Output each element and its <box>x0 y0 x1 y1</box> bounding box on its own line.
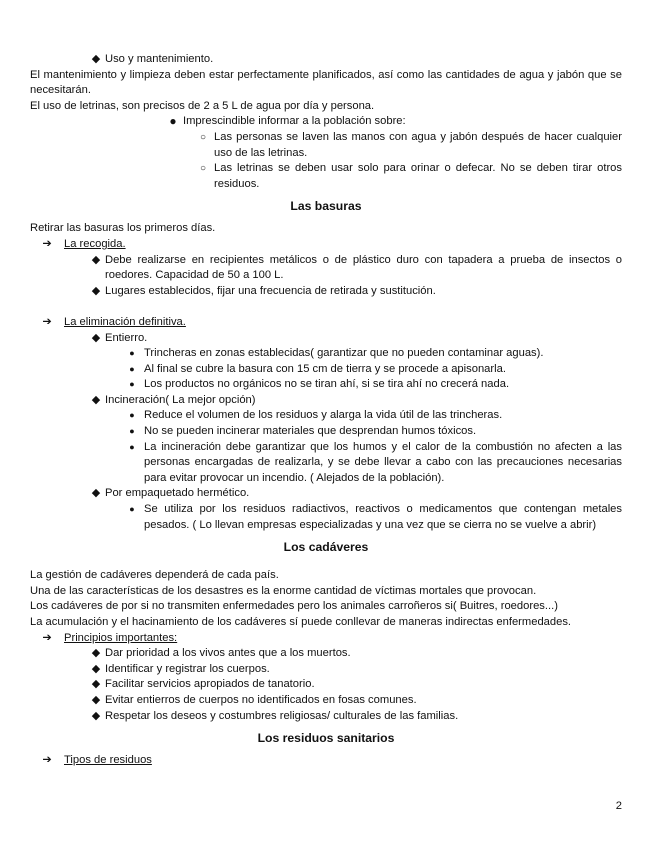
diamond-bullet-icon: ◆ <box>91 253 101 266</box>
paragraph: La gestión de cadáveres dependerá de cada país. <box>30 569 279 582</box>
diamond-bullet-icon: ◆ <box>91 678 101 691</box>
arrow-right-icon: ➔ <box>42 237 52 250</box>
bullet-item <box>30 486 622 502</box>
bullet-item <box>30 114 622 130</box>
sub-bullet-item <box>30 161 622 192</box>
paragraph: El uso de letrinas, son precisos de 2 a 5 L de agua por día y persona. <box>30 99 375 112</box>
arrow-item-principios <box>30 631 622 647</box>
round-bullet-icon: ● <box>129 441 135 452</box>
bullet-text: Identificar y registrar los cuerpos. <box>105 662 270 675</box>
bullet-item <box>30 393 622 409</box>
bullet-item <box>30 440 622 487</box>
bullet-text: Dar prioridad a los vivos antes que a los muertos. <box>105 647 351 660</box>
bullet-item <box>30 502 622 533</box>
diamond-bullet-icon: ◆ <box>91 331 101 344</box>
bullet-item <box>30 709 622 725</box>
subsection-label: La recogida. <box>64 237 126 250</box>
bullet-text: Trincheras en zonas establecidas( garantizar que no pueden contaminar aguas). <box>144 347 544 360</box>
bullet-text: Al final se cubre la basura con 15 cm de tierra y se procede a apisonarla. <box>144 362 506 375</box>
diamond-bullet-icon: ◆ <box>91 662 101 675</box>
paragraph: Retirar las basuras los primeros días. <box>30 222 216 235</box>
bullet-item <box>30 52 622 68</box>
round-bullet-icon: ● <box>169 114 177 129</box>
bullet-item <box>30 662 622 678</box>
paragraph: La acumulación y el hacinamiento de los cadáveres sí puede conllevar de maneras indirectas enfermedades. <box>30 616 572 628</box>
bullet-item <box>30 424 622 440</box>
bullet-text: Incineración( La mejor opción) <box>105 393 256 406</box>
round-bullet-icon: ● <box>129 504 135 515</box>
bullet-item <box>30 284 622 300</box>
bullet-text: Debe realizarse en recipientes metálicos o de plástico duro con tapadera a prueba de insectos o roedores. Capacidad de 50 a 100 L. <box>105 253 622 282</box>
bullet-text: Los productos no orgánicos no se tiran ahí, si se tira ahí no crecerá nada. <box>144 378 510 391</box>
diamond-bullet-icon: ◆ <box>91 53 101 65</box>
diamond-bullet-icon: ◆ <box>91 487 101 500</box>
bullet-text: Facilitar servicios apropiados de tanatorio. <box>105 678 315 691</box>
diamond-bullet-icon: ◆ <box>91 709 101 722</box>
bullet-item <box>30 377 622 393</box>
arrow-item-tipos <box>30 753 622 769</box>
paragraph: Los cadáveres de por si no transmiten enfermedades pero los animales carroñeros si( Buitres, roedores...) <box>30 600 558 613</box>
arrow-item-recogida <box>30 237 622 253</box>
bullet-text: No se pueden incinerar materiales que desprendan humos tóxicos. <box>144 425 477 438</box>
page-number: 2 <box>615 800 622 812</box>
bullet-item <box>30 253 622 284</box>
round-bullet-icon: ● <box>129 410 135 421</box>
section-heading-sanitarios: Los residuos sanitarios <box>257 731 395 746</box>
circle-bullet-icon: ○ <box>199 163 207 175</box>
arrow-right-icon: ➔ <box>42 315 52 328</box>
bullet-item <box>30 331 622 347</box>
bullet-item <box>30 346 622 362</box>
round-bullet-icon: ● <box>129 348 135 359</box>
diamond-bullet-icon: ◆ <box>91 284 101 297</box>
bullet-text: Uso y mantenimiento. <box>105 53 214 65</box>
bullet-text: Imprescindible informar a la población sobre: <box>183 115 406 128</box>
subsection-label: La eliminación definitiva. <box>64 315 186 328</box>
bullet-text: Entierro. <box>105 331 148 344</box>
round-bullet-icon: ● <box>129 379 135 390</box>
diamond-bullet-icon: ◆ <box>91 393 101 406</box>
bullet-text: Lugares establecidos, fijar una frecuencia de retirada y sustitución. <box>105 284 436 297</box>
section-heading-cadaveres: Los cadáveres <box>283 540 369 555</box>
bullet-item <box>30 693 622 709</box>
bullet-item <box>30 362 622 378</box>
bullet-text: Las letrinas se deben usar solo para orinar o defecar. No se deben tirar otros residuos. <box>214 162 622 190</box>
bullet-item <box>30 677 622 693</box>
bullet-text: Evitar entierros de cuerpos no identificados en fosas comunes. <box>105 693 417 706</box>
bullet-item <box>30 646 622 662</box>
arrow-right-icon: ➔ <box>42 631 52 644</box>
bullet-text: Por empaquetado hermético. <box>105 487 250 500</box>
bullet-text: Las personas se laven las manos con agua y jabón después de hacer cualquier uso de las letrinas. <box>214 130 622 159</box>
diamond-bullet-icon: ◆ <box>91 693 101 706</box>
document-page <box>30 52 622 769</box>
bullet-item <box>30 408 622 424</box>
paragraph: Una de las características de los desastres es la enorme cantidad de víctimas mortales que provocan. <box>30 584 537 597</box>
subsection-label: Tipos de residuos <box>64 754 152 767</box>
bullet-text: Respetar los deseos y costumbres religiosas/ culturales de las familias. <box>105 709 459 722</box>
round-bullet-icon: ● <box>129 426 135 437</box>
round-bullet-icon: ● <box>129 363 135 374</box>
arrow-right-icon: ➔ <box>42 754 52 767</box>
bullet-text: La incineración debe garantizar que los humos y el calor de la combustión no afecten a las personas encargadas de realizarla, y se debe llevar a cabo con las precauciones necesarias para evitar provocar un incendio. ( Alejados de la población). <box>144 440 622 484</box>
subsection-label: Principios importantes: <box>64 631 178 644</box>
section-heading-basuras: Las basuras <box>290 199 362 214</box>
arrow-item-eliminacion <box>30 315 622 331</box>
bullet-text: Se utiliza por los residuos radiactivos, reactivos o medicamentos que contengan metales pesados. ( Lo llevan empresas especializadas y una vez que se cierra no se vuelve a abrir) <box>144 503 622 531</box>
diamond-bullet-icon: ◆ <box>91 647 101 660</box>
sub-bullet-item <box>30 130 622 161</box>
paragraph: El mantenimiento y limpieza deben estar perfectamente planificados, así como las cantidades de agua y jabón que se necesitarán. <box>30 68 622 97</box>
bullet-text: Reduce el volumen de los residuos y alarga la vida útil de las trincheras. <box>144 409 503 422</box>
circle-bullet-icon: ○ <box>199 131 207 143</box>
